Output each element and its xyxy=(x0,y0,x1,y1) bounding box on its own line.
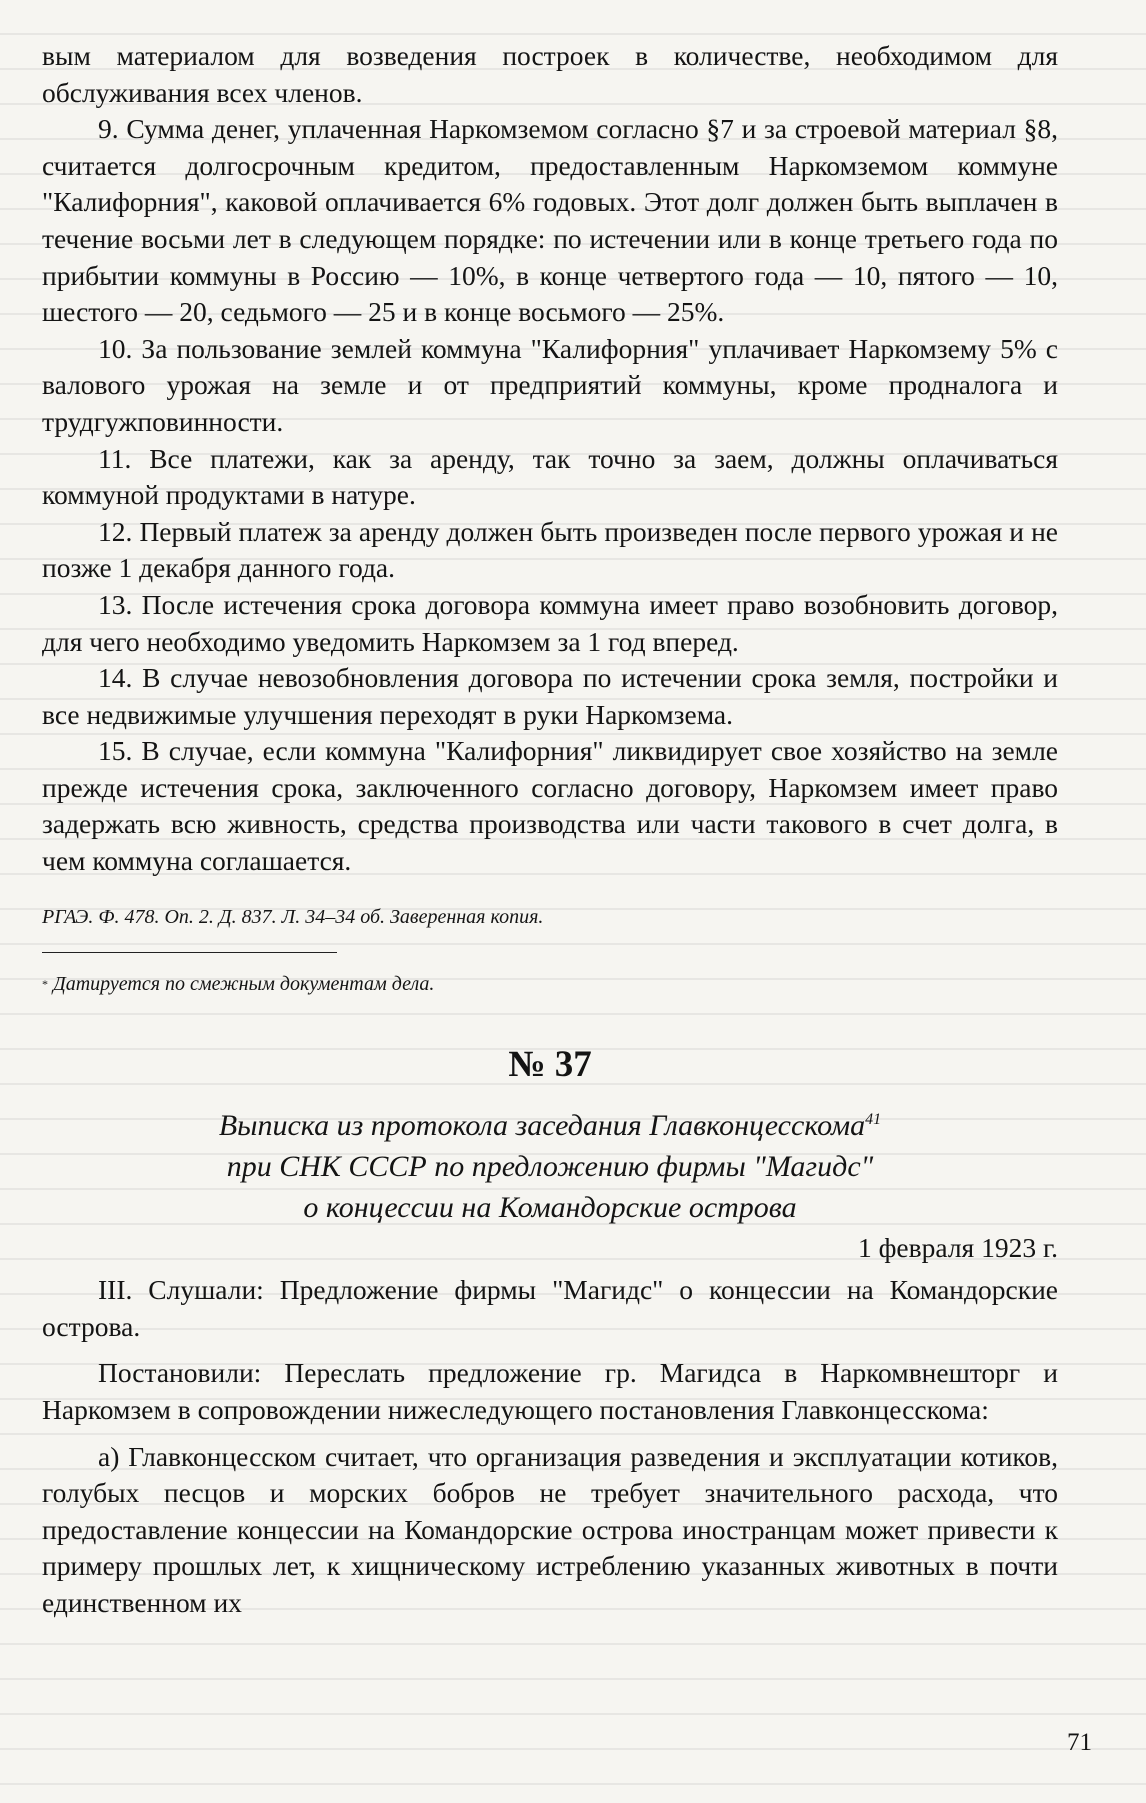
paragraph-item-11: 11. Все платежи, как за аренду, так точно за заем, должны оплачиваться коммуной продуктами в натуре. xyxy=(42,442,1058,511)
document-title-line-1 xyxy=(42,1105,1058,1146)
document-date: 1 февраля 1923 г. xyxy=(857,1231,1058,1263)
paragraph-resolved: Постановили: Переслать предложение гр. Магидса в Наркомвнешторг и Наркомзем в сопровождении нижеследующего постановления Главконцесскома: xyxy=(42,1357,1058,1426)
document-number: № 37 xyxy=(508,1043,592,1085)
footnote-divider xyxy=(42,952,337,953)
archive-source-note: РГАЭ. Ф. 478. Оп. 2. Д. 837. Л. 34–34 об. Заверенная копия. xyxy=(42,905,544,928)
paragraph-item-9: 9. Сумма денег, уплаченная Наркомземом согласно §7 и за строевой материал §8, считается долгосрочным кредитом, предоставленным Наркомземом коммуне "Калифорния", каковой оплачивается 6% годовых. Этот долг должен быть выплачен в течение восьми лет в следующем порядке: по истечении или в конце третьего года по прибытии коммуны в Россию — 10%, в конце четвертого года — 10, пятого — 10, шестого — 20, седьмого — 25 и в конце восьмого — 25%. xyxy=(42,113,1058,328)
paragraph-item-14: 14. В случае невозобновления договора по истечении срока земля, постройки и все недвижимые улучшения переходят в руки Наркомзема. xyxy=(42,662,1058,730)
paragraph-point-a: а) Главконцесском считает, что организация разведения и эксплуатации котиков, голубых песцов и морских бобров не требует значительного расхода, что предоставление концессии на Командорские острова иностранцам может привести к примеру прошлых лет, к хищническому истреблению указанных животных в почти единственном их xyxy=(42,1440,1058,1618)
paragraph-item-13: 13. После истечения срока договора коммуна имеет право возобновить договор, для чего необходимо уведомить Наркомзем за 1 год вперед. xyxy=(42,588,1058,657)
footnote-mark: * xyxy=(42,976,48,991)
title-footnote-reference: 41 xyxy=(865,1110,882,1128)
document-title-line-3: о концессии на Командорские острова xyxy=(303,1190,797,1224)
document-page xyxy=(42,38,1058,1768)
footnote-text: Датируется по смежным документам дела. xyxy=(53,972,435,995)
paragraph-item-15: 15. В случае, если коммуна "Калифорния" ликвидирует свое хозяйство на земле прежде истечения срока, заключенного согласно договору, Наркомзем имеет право задержать всю живность, средства производства или части такового в счет долга, в чем коммуна соглашается. xyxy=(42,735,1058,877)
paragraph-item-10: 10. За пользование землей коммуна "Калифорния" уплачивает Наркомзему 5% с валового урожая на земле и от предприятий коммуны, кроме продналога и трудгужповинности. xyxy=(42,332,1058,437)
paragraph-heard: III. Слушали: Предложение фирмы "Магидс" о концессии на Командорские острова. xyxy=(42,1274,1058,1342)
paragraph-continuation: вым материалом для возведения построек в количестве, необходимом для обслуживания всех членов. xyxy=(42,40,1058,108)
paragraph-item-12: 12. Первый платеж за аренду должен быть произведен после первого урожая и не позже 1 декабря данного года. xyxy=(42,515,1058,584)
footnote xyxy=(42,971,1058,997)
page-number: 71 xyxy=(1067,1729,1092,1756)
document-title-line-2: при СНК СССР по предложению фирмы "Магидс" xyxy=(226,1149,874,1183)
document-title-text: Выписка из протокола заседания Главконцесскома xyxy=(218,1108,866,1142)
